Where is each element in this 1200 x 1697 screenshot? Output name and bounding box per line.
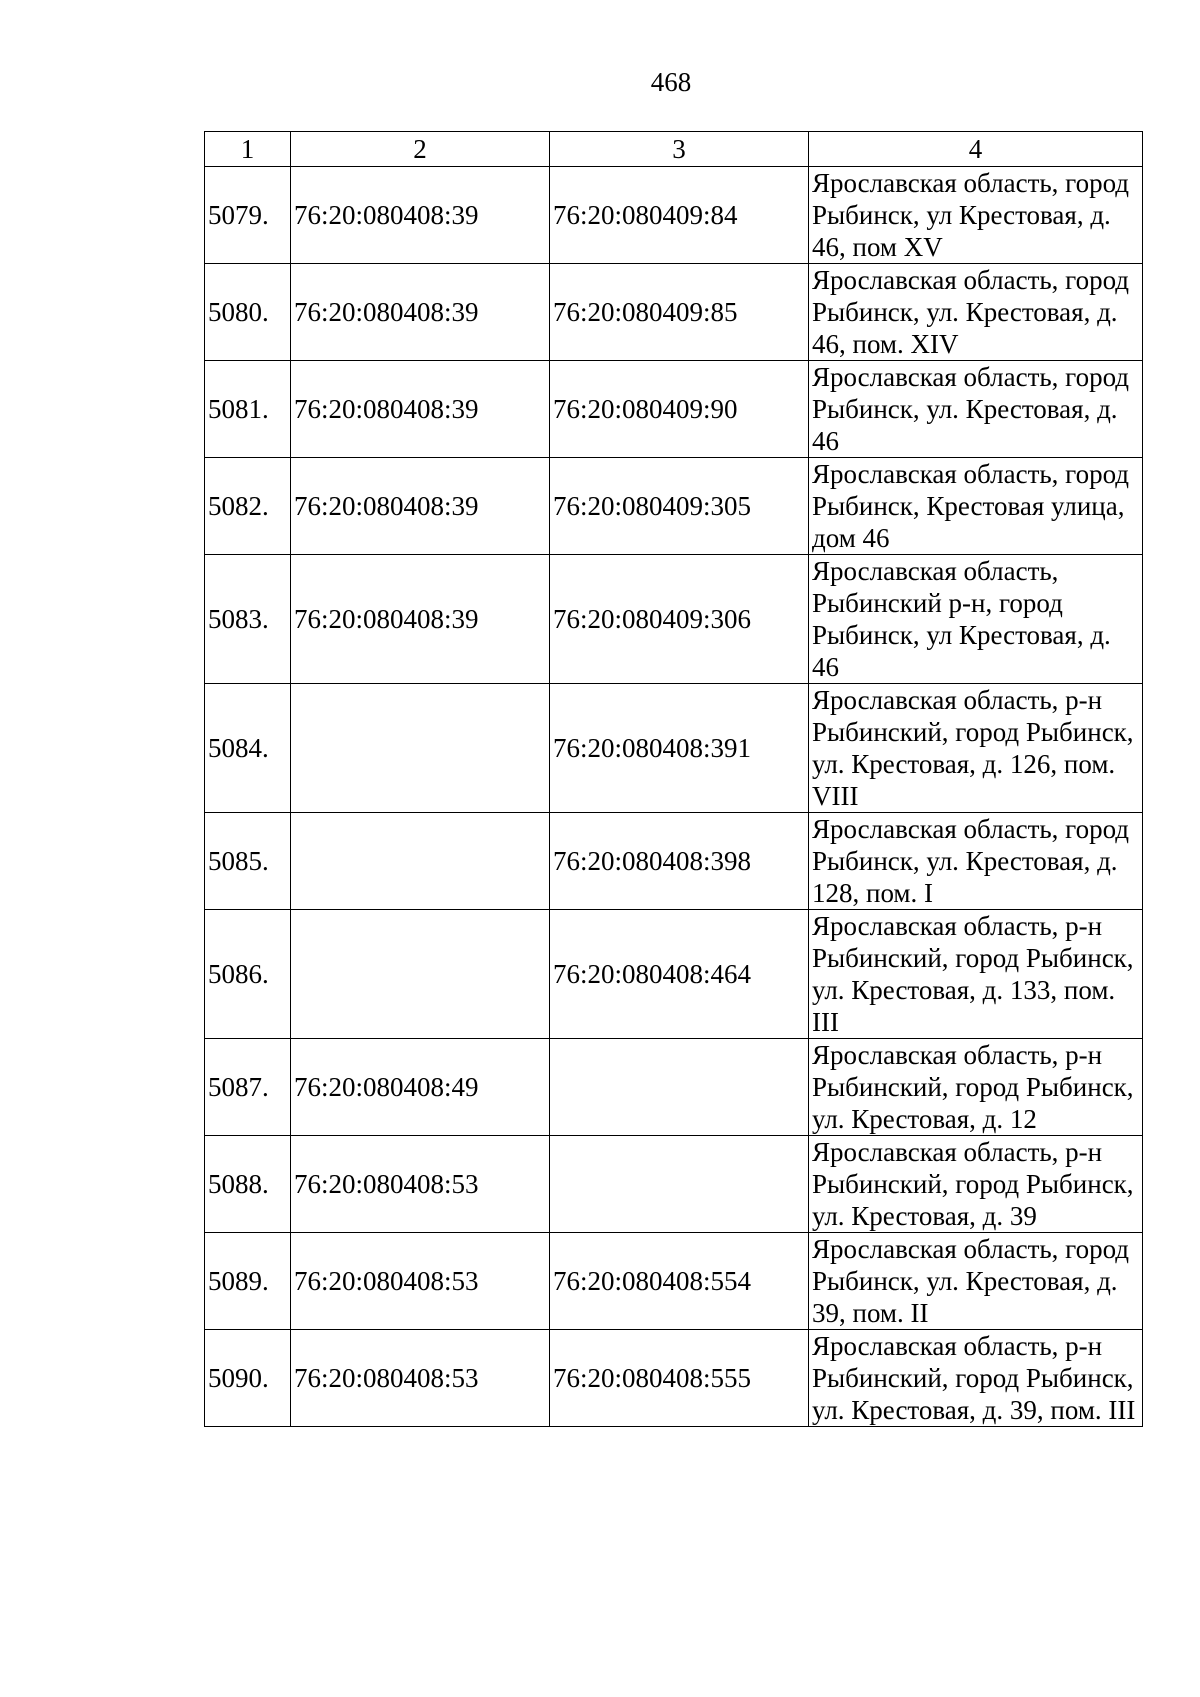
row-number-cell: 5086. bbox=[205, 910, 291, 1039]
cadastral-number-cell: 76:20:080408:39 bbox=[291, 555, 550, 684]
table-row bbox=[205, 813, 1143, 910]
address-cell: Ярославская область, р-н Рыбинский, город Рыбинск, ул. Крестовая, д. 133, пом. III bbox=[809, 910, 1143, 1039]
table-row bbox=[205, 910, 1143, 1039]
table-row bbox=[205, 458, 1143, 555]
row-number-cell: 5090. bbox=[205, 1330, 291, 1427]
address-cell: Ярославская область, город Рыбинск, ул. Крестовая, д. 46, пом. XIV bbox=[809, 264, 1143, 361]
column-header-1: 1 bbox=[205, 132, 291, 167]
address-cell: Ярославская область, город Рыбинск, ул. Крестовая, д. 128, пом. I bbox=[809, 813, 1143, 910]
row-number-cell: 5088. bbox=[205, 1136, 291, 1233]
cadastral-number-cell: 76:20:080408:39 bbox=[291, 167, 550, 264]
address-cell: Ярославская область, город Рыбинск, ул. Крестовая, д. 46 bbox=[809, 361, 1143, 458]
page-number: 468 bbox=[650, 67, 692, 97]
cadastral-number-cell bbox=[291, 910, 550, 1039]
row-number-cell: 5083. bbox=[205, 555, 291, 684]
cadastral-number-cell: 76:20:080408:53 bbox=[291, 1330, 550, 1427]
table-row bbox=[205, 361, 1143, 458]
object-number-cell: 76:20:080408:391 bbox=[550, 684, 809, 813]
object-number-cell: 76:20:080408:398 bbox=[550, 813, 809, 910]
row-number-cell: 5080. bbox=[205, 264, 291, 361]
address-cell: Ярославская область, город Рыбинск, ул. Крестовая, д. 39, пом. II bbox=[809, 1233, 1143, 1330]
object-number-cell: 76:20:080409:84 bbox=[550, 167, 809, 264]
row-number-cell: 5081. bbox=[205, 361, 291, 458]
row-number-cell: 5087. bbox=[205, 1039, 291, 1136]
address-cell: Ярославская область, р-н Рыбинский, город Рыбинск, ул. Крестовая, д. 39, пом. III bbox=[809, 1330, 1143, 1427]
row-number-cell: 5079. bbox=[205, 167, 291, 264]
table-header-row bbox=[205, 132, 1143, 167]
cadastral-number-cell bbox=[291, 684, 550, 813]
object-number-cell: 76:20:080408:464 bbox=[550, 910, 809, 1039]
column-header-3: 3 bbox=[550, 132, 809, 167]
table-row bbox=[205, 1233, 1143, 1330]
table-row bbox=[205, 684, 1143, 813]
cadastral-number-cell: 76:20:080408:53 bbox=[291, 1233, 550, 1330]
column-header-4: 4 bbox=[809, 132, 1143, 167]
cadastral-number-cell: 76:20:080408:53 bbox=[291, 1136, 550, 1233]
object-number-cell: 76:20:080408:554 bbox=[550, 1233, 809, 1330]
table-row bbox=[205, 264, 1143, 361]
address-cell: Ярославская область, город Рыбинск, Крестовая улица, дом 46 bbox=[809, 458, 1143, 555]
table-row bbox=[205, 555, 1143, 684]
row-number-cell: 5085. bbox=[205, 813, 291, 910]
column-header-2: 2 bbox=[291, 132, 550, 167]
object-number-cell: 76:20:080409:90 bbox=[550, 361, 809, 458]
registry-table bbox=[204, 131, 1143, 1427]
address-cell: Ярославская область, Рыбинский р-н, город Рыбинск, ул Крестовая, д. 46 bbox=[809, 555, 1143, 684]
cadastral-number-cell: 76:20:080408:39 bbox=[291, 458, 550, 555]
address-cell: Ярославская область, р-н Рыбинский, город Рыбинск, ул. Крестовая, д. 126, пом. VIII bbox=[809, 684, 1143, 813]
address-cell: Ярославская область, р-н Рыбинский, город Рыбинск, ул. Крестовая, д. 12 bbox=[809, 1039, 1143, 1136]
cadastral-number-cell: 76:20:080408:39 bbox=[291, 361, 550, 458]
object-number-cell: 76:20:080409:85 bbox=[550, 264, 809, 361]
object-number-cell: 76:20:080409:305 bbox=[550, 458, 809, 555]
table-row bbox=[205, 1330, 1143, 1427]
object-number-cell bbox=[550, 1136, 809, 1233]
cadastral-number-cell: 76:20:080408:39 bbox=[291, 264, 550, 361]
row-number-cell: 5084. bbox=[205, 684, 291, 813]
cadastral-number-cell: 76:20:080408:49 bbox=[291, 1039, 550, 1136]
table-row bbox=[205, 1039, 1143, 1136]
row-number-cell: 5082. bbox=[205, 458, 291, 555]
row-number-cell: 5089. bbox=[205, 1233, 291, 1330]
cadastral-number-cell bbox=[291, 813, 550, 910]
object-number-cell bbox=[550, 1039, 809, 1136]
object-number-cell: 76:20:080408:555 bbox=[550, 1330, 809, 1427]
table-row bbox=[205, 1136, 1143, 1233]
address-cell: Ярославская область, р-н Рыбинский, город Рыбинск, ул. Крестовая, д. 39 bbox=[809, 1136, 1143, 1233]
table-row bbox=[205, 167, 1143, 264]
table-body bbox=[205, 167, 1143, 1427]
object-number-cell: 76:20:080409:306 bbox=[550, 555, 809, 684]
address-cell: Ярославская область, город Рыбинск, ул Крестовая, д. 46, пом XV bbox=[809, 167, 1143, 264]
